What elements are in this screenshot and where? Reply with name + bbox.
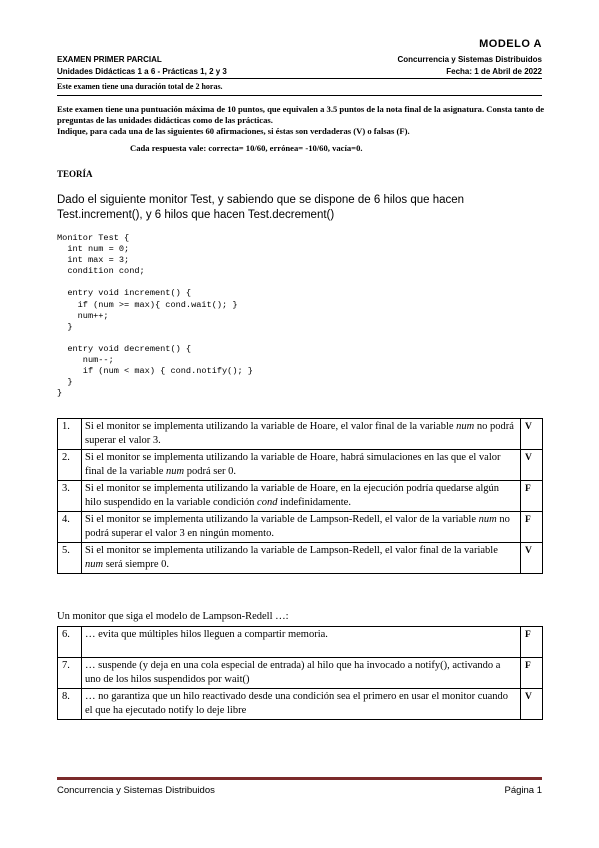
question-text-part: será siempre 0. [103,559,169,570]
answer-cell: F [521,512,543,543]
question-text-part: Si el monitor se implementa utilizando la variable de Hoare, habrá simulaciones en las que el valor final de la variable [85,452,501,477]
question-number: 3. [58,481,82,512]
answer-cell: V [521,419,543,450]
exam-date: Fecha: 1 de Abril de 2022 [446,67,542,76]
header-divider-bottom [57,95,542,96]
questions-table-1 [57,418,543,574]
course-name: Concurrencia y Sistemas Distribuidos [397,55,542,64]
question-text: … evita que múltiples hilos lleguen a compartir memoria. [82,627,521,658]
question-text-part: no podrá superar el valor 3 en ningún momento. [85,514,510,539]
answer-cell: F [521,658,543,689]
question-row [58,419,543,450]
question-number: 1. [58,419,82,450]
question-row [58,512,543,543]
answer-cell: F [521,627,543,658]
question-text-part: indefinidamente. [277,497,351,508]
question-text: … suspende (y deja en una cola especial de entrada) al hilo que ha invocado a notify(), activando a uno de los hilos suspendidos por wait() [82,658,521,689]
question-variable: num [85,559,104,570]
question-number: 8. [58,689,82,720]
question-text-part: Si el monitor se implementa utilizando la variable de Lampson-Redell, el valor de la variable [85,514,479,525]
question-text-part: podrá ser 0. [184,466,237,477]
question-variable: cond [257,497,278,508]
question-text [82,543,521,574]
answer-cell: V [521,689,543,720]
exam-title: EXAMEN PRIMER PARCIAL [57,55,162,64]
section-title: TEORÍA [57,169,93,179]
question-text [82,419,521,450]
question-text: … no garantiza que un hilo reactivado desde una condición sea el primero en usar el monitor cuando el que ha ejecutado notify lo deje libre [82,689,521,720]
question-text [82,481,521,512]
exam-instructions [57,104,545,137]
exam-duration: Este examen tiene una duración total de 2 horas. [57,82,223,91]
answer-cell: V [521,543,543,574]
question-row [58,450,543,481]
page-number: Página 1 [504,785,542,796]
questions-table-2 [57,626,543,720]
question-text-part: no podrá superar el valor 3. [85,421,514,446]
scoring-rule: Cada respuesta vale: correcta= 10/60, errónea= -10/60, vacía=0. [130,143,363,153]
question-text [82,450,521,481]
question-row [58,689,543,720]
question-row [58,481,543,512]
footer-course: Concurrencia y Sistemas Distribuidos [57,785,215,796]
monitor-code: Monitor Test { int num = 0; int max = 3; condition cond; entry void increment() { if (num >= max){ cond.wait(); } num++; } entry void decrement() { num--; if (num < max) { cond.notify(); } } } [57,233,253,399]
question-row [58,543,543,574]
question-number: 2. [58,450,82,481]
footer-divider [57,777,542,780]
header-divider-top [57,78,542,79]
question-number: 4. [58,512,82,543]
question-number: 7. [58,658,82,689]
question-number: 5. [58,543,82,574]
question-text-part: Si el monitor se implementa utilizando la variable de Hoare, el valor final de la variable [85,421,457,432]
question-row [58,627,543,658]
question-row [58,658,543,689]
instructions-paragraph-2: Indique, para cada una de las siguientes 60 afirmaciones, si éstas son verdaderas (V) o falsas (F). [57,126,410,136]
exam-model: MODELO A [479,38,542,50]
question-text [82,512,521,543]
lampson-intro: Un monitor que siga el modelo de Lampson-Redell …: [57,611,289,622]
exam-units: Unidades Didácticas 1 a 6 - Prácticas 1, 2 y 3 [57,67,227,76]
question-variable: num [166,466,185,477]
question-text-part: Si el monitor se implementa utilizando la variable de Lampson-Redell, el valor final de la variable [85,545,498,556]
question-statement: Dado el siguiente monitor Test, y sabiendo que se dispone de 6 hilos que hacen Test.increment(), y 6 hilos que hacen Test.decrement() [57,194,465,221]
question-number: 6. [58,627,82,658]
question-variable: num [478,514,497,525]
answer-cell: F [521,481,543,512]
answer-cell: V [521,450,543,481]
question-variable: num [456,421,475,432]
instructions-paragraph-1: Este examen tiene una puntuación máxima de 10 puntos, que equivalen a 3.5 puntos de la nota final de la asignatura. Consta tanto de preguntas de las unidades didácticas como de las prácticas. [57,104,545,125]
question-text-part: Si el monitor se implementa utilizando la variable de Hoare, en la ejecución podría quedarse algún hilo suspendido en la variable condición [85,483,500,508]
